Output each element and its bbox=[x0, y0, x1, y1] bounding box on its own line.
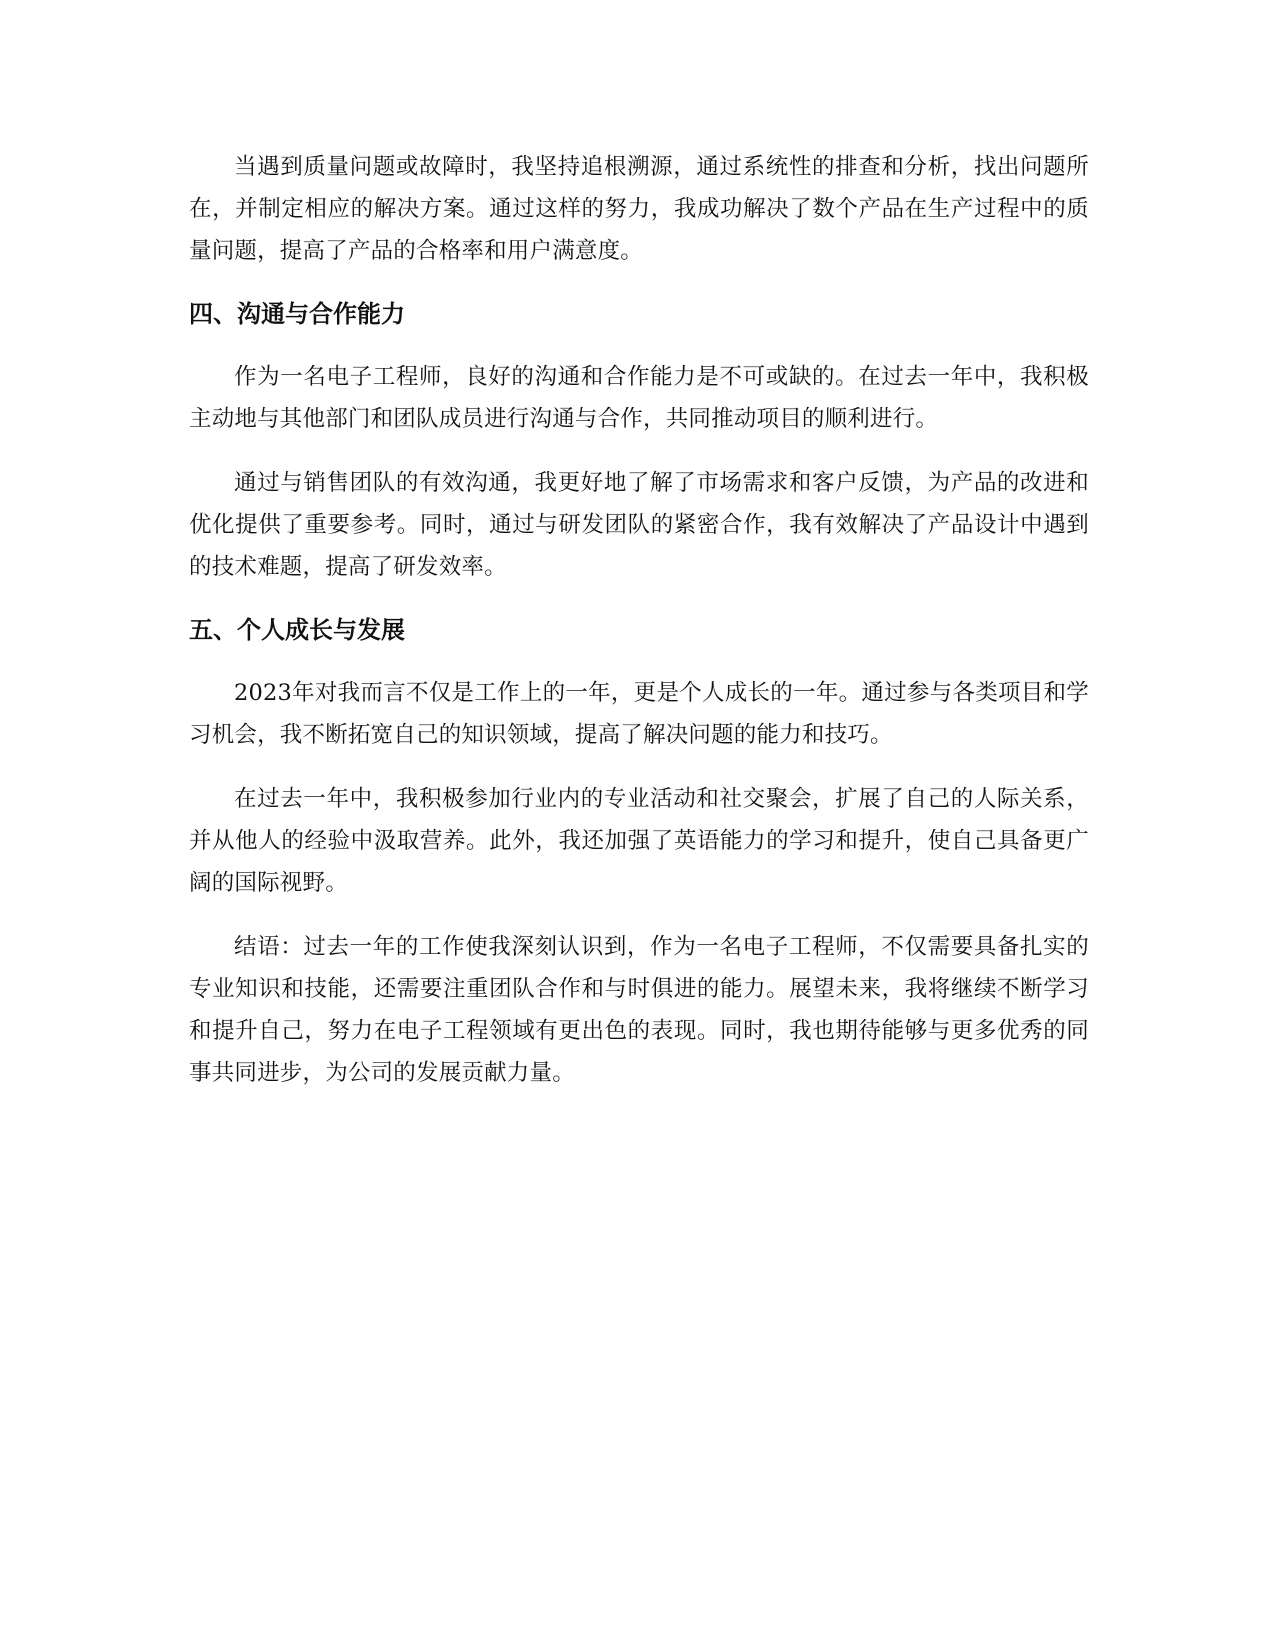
section-heading-growth: 五、个人成长与发展 bbox=[189, 616, 405, 644]
section-heading-communication: 四、沟通与合作能力 bbox=[189, 300, 405, 328]
document-body bbox=[189, 146, 1089, 1116]
paragraph-growth-intro: 2023年对我而言不仅是工作上的一年，更是个人成长的一年。通过参与各类项目和学习机会，我不断拓宽自己的知识领域，提高了解决问题的能力和技巧。 bbox=[189, 680, 1089, 748]
paragraph-team-collaboration: 通过与销售团队的有效沟通，我更好地了解了市场需求和客户反馈，为产品的改进和优化提供了重要参考。同时，通过与研发团队的紧密合作，我有效解决了产品设计中遇到的技术难题，提高了研发效率。 bbox=[189, 470, 1089, 580]
paragraph-communication-intro: 作为一名电子工程师，良好的沟通和合作能力是不可或缺的。在过去一年中，我积极主动地与其他部门和团队成员进行沟通与合作，共同推动项目的顺利进行。 bbox=[189, 364, 1089, 432]
paragraph-networking: 在过去一年中，我积极参加行业内的专业活动和社交聚会，扩展了自己的人际关系，并从他人的经验中汲取营养。此外，我还加强了英语能力的学习和提升，使自己具备更广阔的国际视野。 bbox=[189, 786, 1089, 896]
paragraph-conclusion: 结语：过去一年的工作使我深刻认识到，作为一名电子工程师，不仅需要具备扎实的专业知识和技能，还需要注重团队合作和与时俱进的能力。展望未来，我将继续不断学习和提升自己，努力在电子工程领域有更出色的表现。同时，我也期待能够与更多优秀的同事共同进步，为公司的发展贡献力量。 bbox=[189, 934, 1089, 1086]
paragraph-quality-issues: 当遇到质量问题或故障时，我坚持追根溯源，通过系统性的排查和分析，找出问题所在，并制定相应的解决方案。通过这样的努力，我成功解决了数个产品在生产过程中的质量问题，提高了产品的合格率和用户满意度。 bbox=[189, 154, 1089, 264]
